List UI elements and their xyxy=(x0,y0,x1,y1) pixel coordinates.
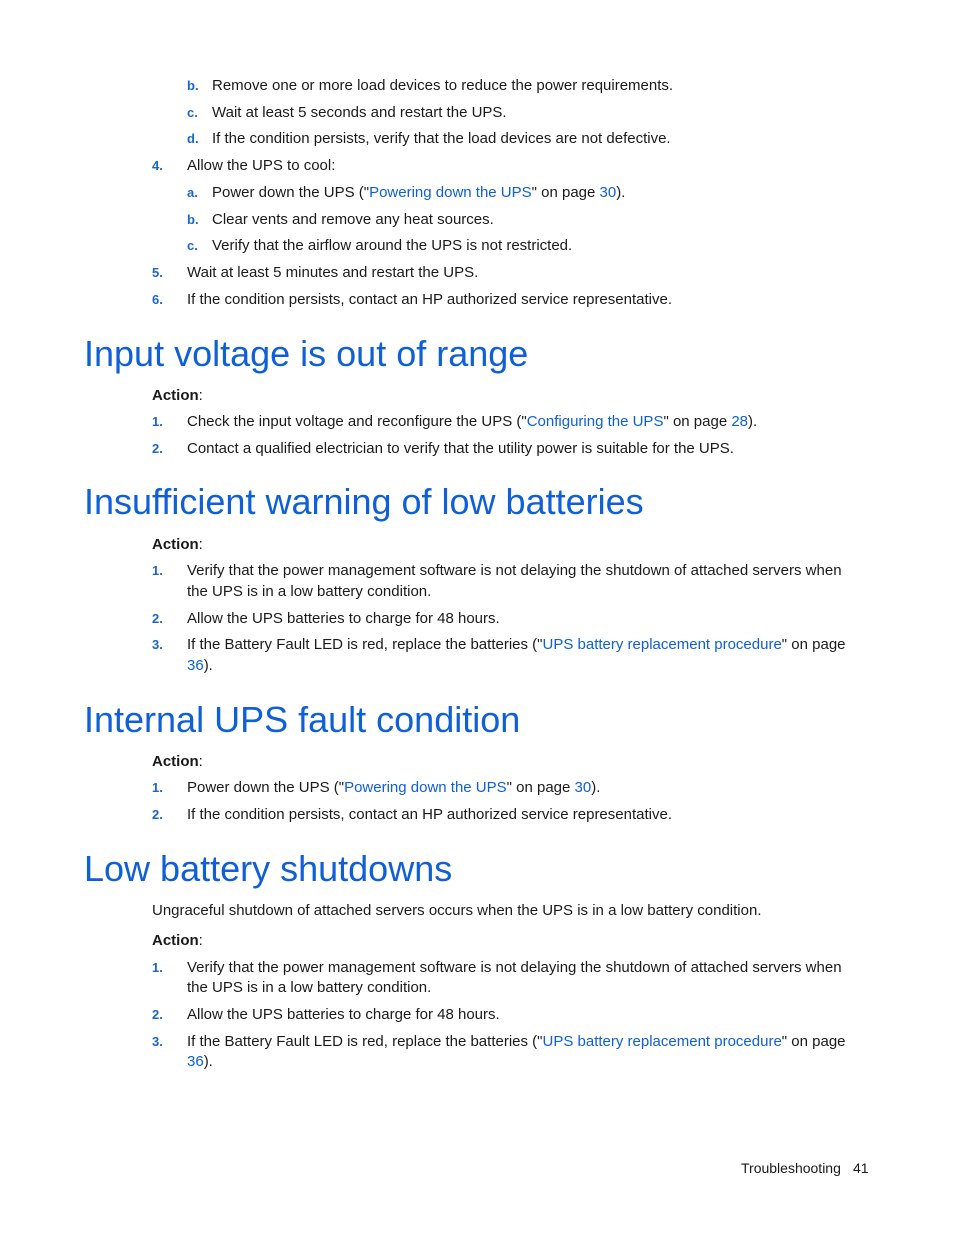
list-marker: b. xyxy=(187,212,199,227)
powering-down-link[interactable]: Powering down the UPS xyxy=(369,184,532,201)
list-item: Wait at least 5 minutes and restart the UPS. xyxy=(187,264,479,281)
text-segment: ). xyxy=(203,657,213,674)
action-label xyxy=(152,752,203,772)
list-item: Verify that the power management software is not delaying the shutdown of attached servers when xyxy=(187,562,842,579)
list-marker: 6. xyxy=(152,292,163,307)
battery-replacement-link[interactable]: UPS battery replacement procedure xyxy=(542,636,782,653)
configuring-ups-link[interactable]: Configuring the UPS xyxy=(526,413,664,430)
footer-section-name: Troubleshooting xyxy=(741,1160,841,1176)
list-marker: c. xyxy=(187,105,198,120)
action-label-text: Action xyxy=(152,387,199,404)
page-30-link[interactable]: 30 xyxy=(574,779,592,796)
action-colon: : xyxy=(198,536,203,553)
text-segment: Check the input voltage and reconfigure the UPS (" xyxy=(187,413,527,430)
list-item: Clear vents and remove any heat sources. xyxy=(212,211,494,228)
list-item xyxy=(187,1032,846,1052)
list-marker: 2. xyxy=(152,441,163,456)
page-36-link[interactable]: 36 xyxy=(187,657,204,674)
list-item-continuation xyxy=(187,656,213,676)
list-marker: 1. xyxy=(152,563,163,578)
page-28-link[interactable]: 28 xyxy=(731,413,749,430)
text-segment: ). xyxy=(616,184,626,201)
text-segment: Power down the UPS (" xyxy=(212,184,370,201)
list-marker: 1. xyxy=(152,960,163,975)
section-heading: Low battery shutdowns xyxy=(84,848,453,889)
list-marker: 4. xyxy=(152,158,163,173)
text-segment: If the Battery Fault LED is red, replace the batteries (" xyxy=(187,636,543,653)
list-marker: 1. xyxy=(152,780,163,795)
section-heading: Input voltage is out of range xyxy=(84,333,529,374)
list-marker: 2. xyxy=(152,1007,163,1022)
list-item-continuation: the UPS is in a low battery condition. xyxy=(187,979,432,996)
text-segment: Power down the UPS (" xyxy=(187,779,345,796)
page-30-link[interactable]: 30 xyxy=(599,184,617,201)
list-item: Wait at least 5 seconds and restart the UPS. xyxy=(212,104,507,121)
text-segment: " on page xyxy=(781,1033,846,1050)
action-label xyxy=(152,931,203,951)
list-item xyxy=(212,183,625,203)
list-marker: a. xyxy=(187,185,198,200)
footer-page-number: 41 xyxy=(853,1160,869,1176)
action-label xyxy=(152,535,203,555)
list-item-continuation xyxy=(187,1052,213,1072)
section-heading: Internal UPS fault condition xyxy=(84,699,521,740)
list-marker: 2. xyxy=(152,611,163,626)
page-36-link[interactable]: 36 xyxy=(187,1053,204,1070)
list-marker: 5. xyxy=(152,265,163,280)
list-marker: 2. xyxy=(152,807,163,822)
list-marker: b. xyxy=(187,78,199,93)
action-label xyxy=(152,386,203,406)
text-segment: " on page xyxy=(663,413,732,430)
list-marker: 1. xyxy=(152,414,163,429)
list-marker: d. xyxy=(187,131,199,146)
list-item: Allow the UPS batteries to charge for 48 hours. xyxy=(187,1006,500,1023)
list-item: Contact a qualified electrician to verify that the utility power is suitable for the UPS. xyxy=(187,440,734,457)
text-segment: " on page xyxy=(506,779,575,796)
action-label-text: Action xyxy=(152,932,199,949)
list-item xyxy=(187,635,846,655)
list-marker: c. xyxy=(187,238,198,253)
section-intro: Ungraceful shutdown of attached servers occurs when the UPS is in a low battery condition. xyxy=(152,902,762,919)
action-label-text: Action xyxy=(152,753,199,770)
list-item: Remove one or more load devices to reduce the power requirements. xyxy=(212,77,674,94)
action-colon: : xyxy=(198,753,203,770)
section-heading: Insufficient warning of low batteries xyxy=(84,481,644,522)
list-item xyxy=(187,778,600,798)
text-segment: If the Battery Fault LED is red, replace the batteries (" xyxy=(187,1033,543,1050)
list-item: If the condition persists, contact an HP authorized service representative. xyxy=(187,291,672,308)
list-item: Verify that the airflow around the UPS is not restricted. xyxy=(212,237,573,254)
list-item: Allow the UPS batteries to charge for 48 hours. xyxy=(187,610,500,627)
powering-down-link[interactable]: Powering down the UPS xyxy=(344,779,507,796)
battery-replacement-link[interactable]: UPS battery replacement procedure xyxy=(542,1033,782,1050)
action-colon: : xyxy=(198,387,203,404)
list-item xyxy=(187,412,757,432)
action-label-text: Action xyxy=(152,536,199,553)
list-item: If the condition persists, contact an HP authorized service representative. xyxy=(187,806,672,823)
text-segment: " on page xyxy=(781,636,846,653)
action-colon: : xyxy=(198,932,203,949)
list-item-continuation: the UPS is in a low battery condition. xyxy=(187,583,432,600)
text-segment: " on page xyxy=(531,184,600,201)
text-segment: ). xyxy=(203,1053,213,1070)
list-marker: 3. xyxy=(152,1034,163,1049)
text-segment: ). xyxy=(591,779,601,796)
list-item: If the condition persists, verify that the load devices are not defective. xyxy=(212,130,671,147)
list-marker: 3. xyxy=(152,637,163,652)
list-item: Verify that the power management software is not delaying the shutdown of attached servers when xyxy=(187,959,842,976)
list-item: Allow the UPS to cool: xyxy=(187,157,336,174)
text-segment: ). xyxy=(748,413,758,430)
